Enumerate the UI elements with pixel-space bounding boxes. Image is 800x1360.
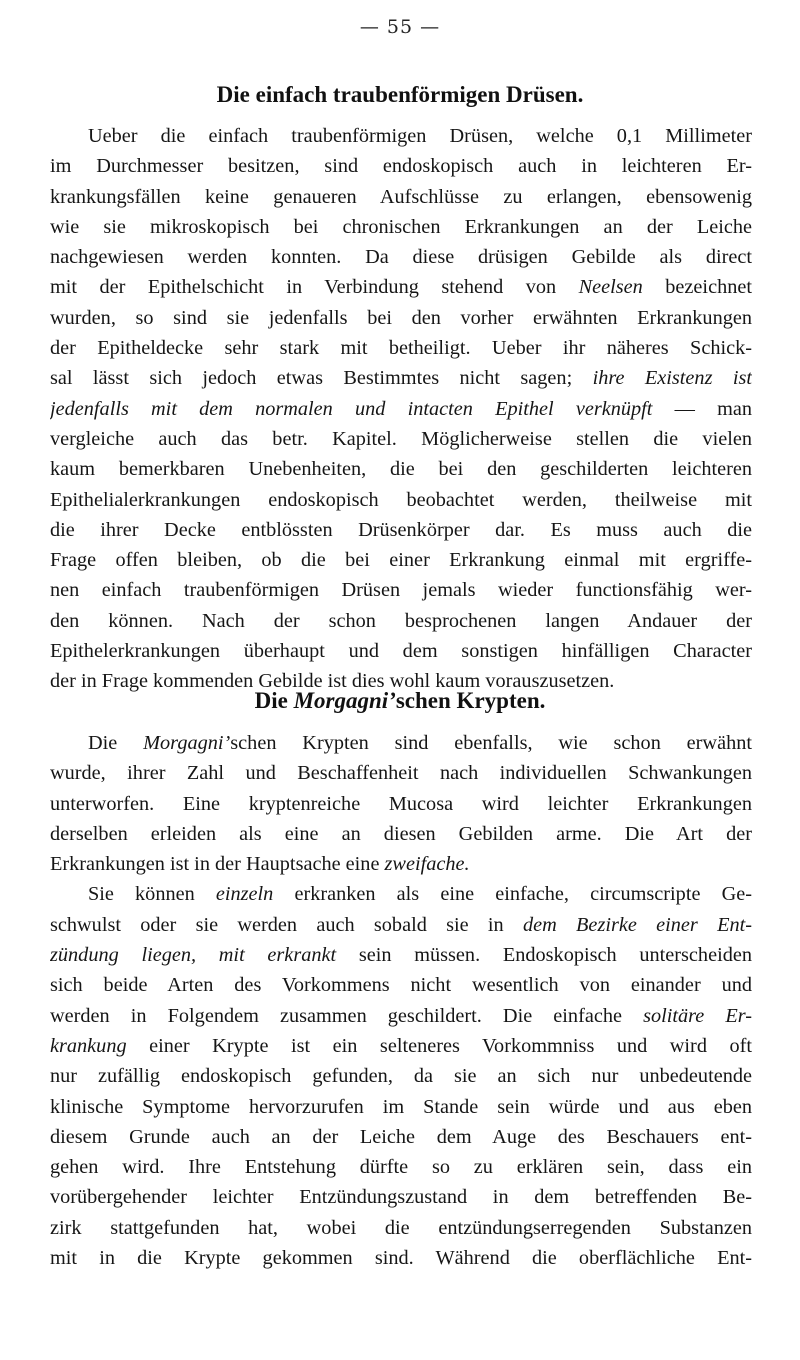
text-line <box>50 394 752 424</box>
section-heading-traubenfoermige-druesen: Die einfach traubenförmigen Drüsen. <box>216 82 584 107</box>
text-run: sich beide Arten des Vorkommens nicht wesentlich von einander und <box>50 974 752 997</box>
text-run: im Durchmesser besitzen, sind endoskopisch auch in leichteren Er- <box>50 155 752 178</box>
emphasis-text: jedenfalls mit dem normalen und intacten Epithel verknüpft <box>50 397 653 420</box>
text-run: sein müssen. Endoskopisch unterscheiden <box>336 944 752 967</box>
text-run: schwulst oder sie werden auch sobald sie in <box>50 913 523 936</box>
section-heading-morgagni-krypten <box>0 688 800 714</box>
emphasis-text: zündung liegen, mit erkrankt <box>50 944 337 967</box>
text-line <box>50 272 752 302</box>
text-run: erkranken als eine einfache, circumscripte Ge- <box>273 883 752 906</box>
text-run: nachgewiesen werden konnten. Da diese drüsigen Gebilde als direct <box>50 246 752 269</box>
text-line <box>50 1182 752 1212</box>
text-line <box>50 363 752 393</box>
text-line <box>50 636 752 666</box>
text-line <box>50 182 752 212</box>
text-line <box>50 424 752 454</box>
text-line <box>50 819 752 849</box>
text-run: nur zufällig endoskopisch gefunden, da sie an sich nur unbedeutende <box>50 1065 752 1088</box>
text-run: der in Frage kommenden Gebilde ist dies wohl kaum vorauszusetzen. <box>50 670 615 693</box>
text-line <box>50 1213 752 1243</box>
text-run: nen einfach traubenförmigen Drüsen jemals wieder functionsfähig wer- <box>50 579 752 602</box>
text-run: Epithelialerkrankungen endoskopisch beobachtet werden, theilweise mit <box>50 488 752 511</box>
text-run: werden in Folgendem zusammen geschildert. Die einfache <box>50 1004 644 1027</box>
text-line <box>50 1152 752 1182</box>
emphasis-text: einzeln <box>215 883 274 906</box>
text-line <box>50 212 752 242</box>
text-run: — man <box>652 397 752 420</box>
text-line <box>50 1061 752 1091</box>
text-line <box>50 970 752 1000</box>
text-run: vergleiche auch das betr. Kapitel. Möglicherweise stellen die vielen <box>50 427 752 450</box>
text-line <box>50 515 752 545</box>
text-line <box>50 454 752 484</box>
heading-emphasis: Morgagni’ <box>293 688 396 713</box>
text-line <box>50 333 752 363</box>
text-line <box>50 485 752 515</box>
text-run: schen Krypten sind ebenfalls, wie schon erwähnt <box>230 732 752 754</box>
text-line <box>50 242 752 272</box>
text-line <box>50 1001 752 1031</box>
text-run: vorübergehender leichter Entzündungszustand in dem betreffenden Be- <box>50 1186 752 1209</box>
text-line <box>50 1092 752 1122</box>
text-run: sal lässt sich jedoch etwas Bestimmtes nicht sagen; <box>50 367 593 390</box>
page-number: — 55 — <box>359 16 441 38</box>
text-line <box>50 849 752 879</box>
text-run: kaum bemerkbaren Unebenheiten, die bei den geschilderten leichteren <box>50 458 752 481</box>
text-line <box>50 1243 752 1273</box>
text-run: krankungsfällen keine genaueren Aufschlüsse zu erlangen, ebensowenig <box>50 185 752 208</box>
text-line <box>50 728 752 758</box>
text-run: Die <box>88 732 144 754</box>
text-line <box>50 879 752 909</box>
text-line <box>50 575 752 605</box>
text-run: den können. Nach der schon besprochenen langen Andauer der <box>50 609 752 632</box>
text-run: die ihrer Decke entblössten Drüsenkörper dar. Es muss auch die <box>50 518 752 541</box>
text-run: gehen wird. Ihre Entstehung dürfte so zu erklären sein, dass ein <box>50 1156 752 1179</box>
text-line <box>50 1122 752 1152</box>
section-body-morgagni-krypten <box>50 728 752 1273</box>
emphasis-text: zweifache. <box>384 853 470 876</box>
emphasis-text: solitäre Er- <box>643 1004 752 1027</box>
text-run: Ueber die einfach traubenförmigen Drüsen, welche 0,1 Millimeter <box>88 125 752 147</box>
text-run: wurden, so sind sie jedenfalls bei den vorher erwähnten Erkrankungen <box>50 306 752 329</box>
text-run: wurde, ihrer Zahl und Beschaffenheit nach individuellen Schwankungen <box>50 762 752 785</box>
text-run: wie sie mikroskopisch bei chronischen Erkrankungen an der Leiche <box>50 215 752 238</box>
text-run: unterworfen. Eine kryptenreiche Mucosa wird leichter Erkrankungen <box>50 792 752 815</box>
text-run: klinische Symptome hervorzurufen im Stande sein würde und aus eben <box>50 1095 752 1118</box>
text-run: Frage offen bleiben, ob die bei einer Erkrankung einmal mit ergriffe- <box>50 549 752 572</box>
text-run: zirk stattgefunden hat, wobei die entzündungserregenden Substanzen <box>50 1216 752 1239</box>
text-run: mit der Epithelschicht in Verbindung stehend von <box>50 276 579 299</box>
text-line <box>50 121 752 151</box>
section-body-traubenfoermige-druesen <box>50 121 752 697</box>
emphasis-text: ihre Existenz ist <box>592 367 752 390</box>
emphasis-text: dem Bezirke einer Ent- <box>522 913 752 936</box>
text-line <box>50 758 752 788</box>
text-run: der Epitheldecke sehr stark mit betheiligt. Ueber ihr näheres Schick- <box>50 337 752 360</box>
text-line <box>50 910 752 940</box>
emphasis-text: Neelsen <box>578 276 643 299</box>
text-run: mit in die Krypte gekommen sind. Während die oberflächliche Ent- <box>50 1247 752 1270</box>
text-run: Erkrankungen ist in der Hauptsache eine <box>50 853 385 876</box>
text-run: derselben erleiden als eine an diesen Gebilden arme. Die Art der <box>50 822 752 845</box>
text-line <box>50 789 752 819</box>
emphasis-text: krankung <box>50 1034 127 1057</box>
heading-text: schen Krypten. <box>395 688 546 713</box>
text-line <box>50 545 752 575</box>
heading-text: Die <box>254 688 294 713</box>
text-line <box>50 940 752 970</box>
text-line <box>50 606 752 636</box>
emphasis-text: Morgagni’ <box>143 732 231 754</box>
text-run: diesem Grunde auch an der Leiche dem Auge des Beschauers ent- <box>50 1125 752 1148</box>
text-run: bezeichnet <box>642 276 752 299</box>
text-line <box>50 303 752 333</box>
text-line <box>50 151 752 181</box>
text-line <box>50 1031 752 1061</box>
text-run: Epithelerkrankungen überhaupt und dem sonstigen hinfälligen Character <box>50 640 752 663</box>
text-run: einer Krypte ist ein selteneres Vorkommniss und wird oft <box>126 1034 752 1057</box>
text-run: Sie können <box>88 883 216 906</box>
